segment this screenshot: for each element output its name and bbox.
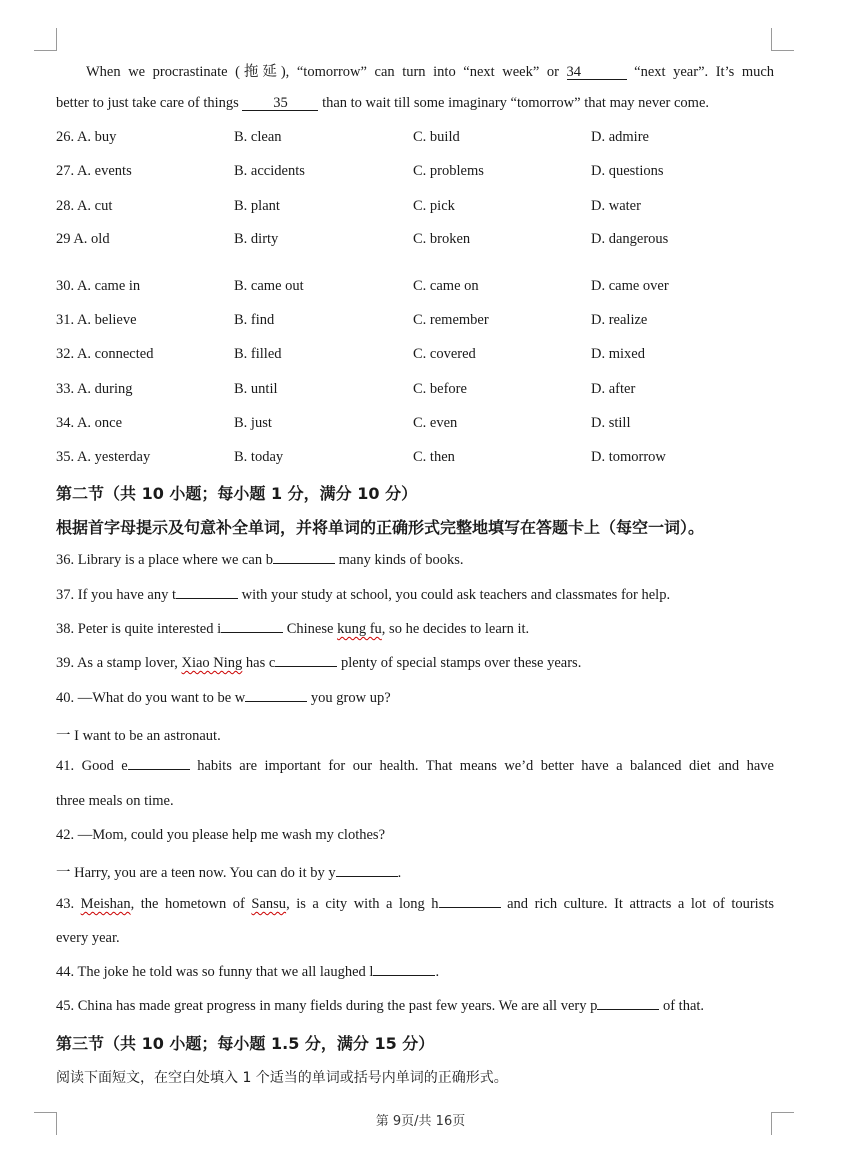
blank-41 — [128, 769, 190, 770]
page-number: 第 9页/共 16页 — [375, 1114, 466, 1129]
section-3-heading: 第三节（共 10 小题；每小题 1.5 分，满分 15 分） — [56, 1034, 435, 1053]
crop-mark-top-right — [771, 28, 794, 51]
section-2-instruction: 根据首字母提示及句意补全单词，并将单词的正确形式完整地填写在答题卡上（每空一词）。 — [56, 518, 705, 537]
blank-45 — [597, 1009, 659, 1010]
blank-43 — [439, 907, 501, 908]
blank-42 — [336, 876, 398, 877]
question-39: 39. As a stamp lover, Xiao Ning has c plenty of special stamps over these years. — [56, 655, 582, 671]
question-41-line-2: three meals on time. — [56, 793, 174, 809]
passage-line-1: When we procrastinate (拖延), “tomorrow” can turn into “next week” or 34 “next year”. It’s much — [86, 64, 775, 80]
blank-35: 35 — [242, 96, 318, 111]
question-45: 45. China has made great progress in many fields during the past few years. We are all very p of that. — [56, 998, 705, 1014]
blank-40 — [245, 701, 307, 702]
blank-36 — [273, 563, 335, 564]
blank-37 — [176, 598, 238, 599]
question-44: 44. The joke he told was so funny that we all laughed l . — [56, 964, 440, 980]
question-40: 40. —What do you want to be w you grow up? — [56, 690, 391, 706]
question-42-answer: 一 Harry, you are a teen now. You can do it by y . — [56, 865, 402, 881]
question-37: 37. If you have any t with your study at school, you could ask teachers and classmates for help. — [56, 587, 671, 603]
question-38: 38. Peter is quite interested i Chinese kung fu, so he decides to learn it. — [56, 621, 530, 637]
question-43: 43. Meishan, the hometown of Sansu, is a city with a long h and rich culture. It attracts a lot of tourists — [56, 896, 775, 912]
blank-44 — [373, 975, 435, 976]
blank-39 — [275, 666, 337, 667]
section-3-instruction: 阅读下面短文，在空白处填入 1 个适当的单词或括号内单词的正确形式。 — [56, 1070, 508, 1086]
blank-38 — [221, 632, 283, 633]
blank-34: 34 — [567, 65, 627, 80]
question-36: 36. Library is a place where we can b many kinds of books. — [56, 552, 464, 568]
question-41: 41. Good e habits are important for our health. That means we’d better have a balanced diet and have — [56, 758, 774, 774]
section-2-heading: 第二节（共 10 小题；每小题 1 分，满分 10 分） — [56, 484, 418, 503]
crop-mark-top-left — [34, 28, 57, 51]
question-42: 42. —Mom, could you please help me wash my clothes? — [56, 827, 386, 843]
question-43-line-2: every year. — [56, 930, 120, 946]
passage-line-2: better to just take care of things 35 than to wait till some imaginary “tomorrow” that may never come. — [56, 95, 710, 111]
question-40-answer: 一 I want to be an astronaut. — [56, 728, 221, 744]
